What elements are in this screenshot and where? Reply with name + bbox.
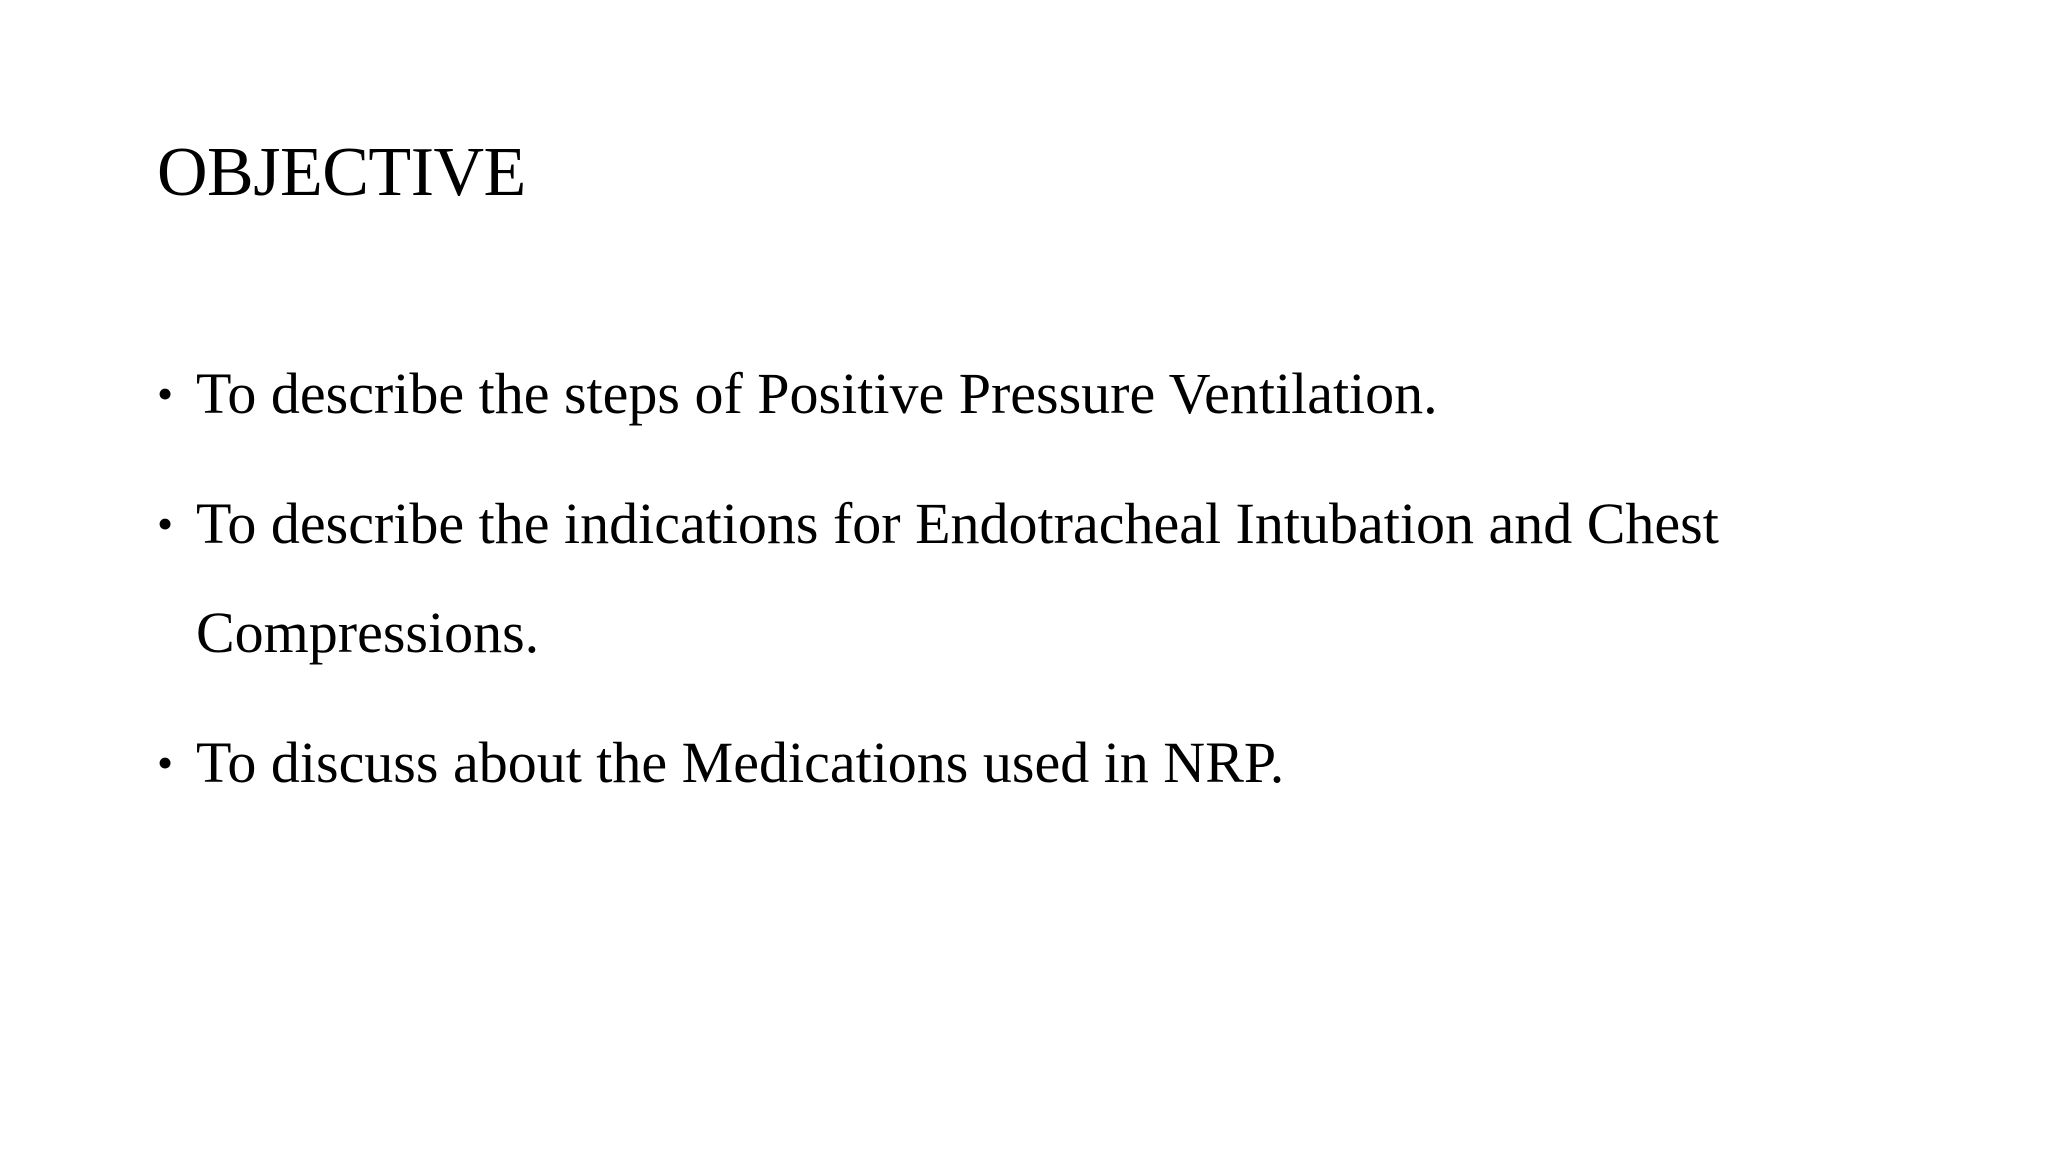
objective-list [157, 339, 1977, 817]
bullet-text: To describe the steps of Positive Pressure Ventilation. [196, 361, 1438, 426]
list-item [157, 708, 1977, 817]
slide-title: OBJECTIVE [157, 134, 526, 211]
bullet-text: To discuss about the Medications used in NRP. [196, 730, 1285, 795]
list-item [157, 469, 1977, 687]
bullet-icon: • [157, 737, 174, 788]
bullet-icon: • [157, 498, 174, 549]
list-item [157, 339, 1977, 448]
bullet-icon: • [157, 368, 174, 419]
bullet-text: To describe the indications for Endotracheal Intubation and Chest Compressions. [196, 491, 1719, 665]
